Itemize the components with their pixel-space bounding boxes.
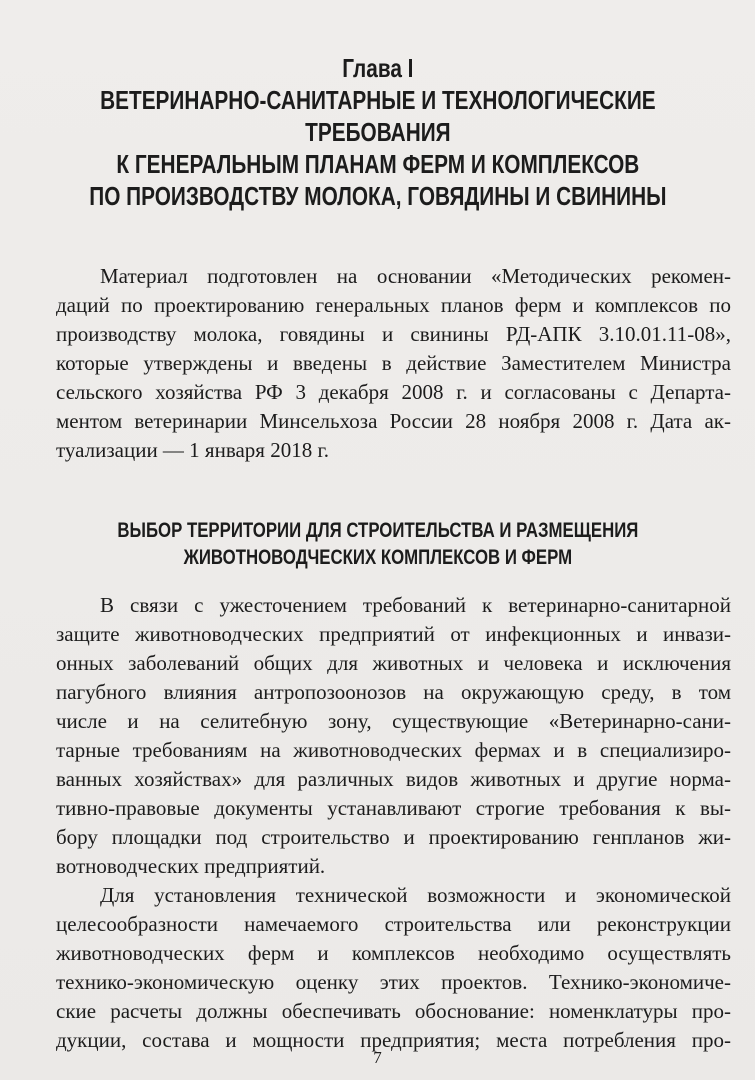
body-line: тарные требованиям на животноводческих фермах и в специализиро- <box>56 738 731 762</box>
section-title-line: ЖИВОТНОВОДЧЕСКИХ КОМПЛЕКСОВ И ФЕРМ <box>183 546 572 569</box>
chapter-title-line: ТРЕБОВАНИЯ <box>304 117 451 147</box>
chapter-title-line: ВЕТЕРИНАРНО-САНИТАРНЫЕ И ТЕХНОЛОГИЧЕСКИЕ <box>99 85 656 115</box>
section-heading <box>12 517 743 571</box>
body-line: защите животноводческих предприятий от инфекционных и инвази- <box>56 622 731 646</box>
body-line: вотноводческих предприятий. <box>56 854 326 878</box>
body-line: ванных хозяйствах» для различных видов животных и другие норма- <box>56 767 731 791</box>
body-line: В связи с ужесточением требований к ветеринарно-санитарной <box>100 593 731 617</box>
intro-line: производству молока, говядины и свинины РД-АПК 3.10.01.11-08», <box>56 322 731 346</box>
section-paragraph-2 <box>12 881 743 1055</box>
body-line: пагубного влияния антропозоонозов на окружающую среду, в том <box>56 680 731 704</box>
chapter-heading <box>12 52 743 212</box>
body-line: целесообразности намечаемого строительства или реконструкции <box>56 912 731 936</box>
body-line: онных заболеваний общих для животных и человека и исключения <box>56 651 731 675</box>
body-line: тивно-правовые документы устанавливают строгие требования к вы- <box>56 796 731 820</box>
body-line: бору площадки под строительство и проектированию генпланов жи- <box>56 825 731 849</box>
chapter-number: Глава I <box>341 53 414 83</box>
body-line: дукции, состава и мощности предприятия; места потребления про- <box>56 1028 731 1052</box>
section-paragraph-1 <box>12 591 743 881</box>
intro-line: ментом ветеринарии Минсельхоза России 28 ноября 2008 г. Дата ак- <box>56 409 731 433</box>
page-number: 7 <box>373 1048 382 1067</box>
intro-line: Материал подготовлен на основании «Методических рекомен- <box>100 264 731 288</box>
chapter-title-line: К ГЕНЕРАЛЬНЫМ ПЛАНАМ ФЕРМ И КОМПЛЕКСОВ <box>116 149 639 179</box>
intro-paragraph <box>12 262 743 465</box>
body-line: технико-экономическую оценку этих проектов. Технико-экономиче- <box>56 970 731 994</box>
intro-line: туализации — 1 января 2018 г. <box>56 438 329 462</box>
chapter-title-line: ПО ПРОИЗВОДСТВУ МОЛОКА, ГОВЯДИНЫ И СВИНИНЫ <box>88 181 667 211</box>
body-line: Для установления технической возможности и экономической <box>100 883 731 907</box>
intro-line: которые утверждены и введены в действие Заместителем Министра <box>56 351 731 375</box>
body-line: числе и на селитебную зону, существующие «Ветеринарно-сани- <box>56 709 731 733</box>
body-line: животноводческих ферм и комплексов необходимо осуществлять <box>56 941 731 965</box>
body-line: ские расчеты должны обеспечивать обоснование: номенклатуры про- <box>56 999 731 1023</box>
intro-line: сельского хозяйства РФ 3 декабря 2008 г. и согласованы с Департа- <box>56 380 731 404</box>
intro-line: даций по проектированию генеральных планов ферм и комплексов по <box>56 293 731 317</box>
section-title-line: ВЫБОР ТЕРРИТОРИИ ДЛЯ СТРОИТЕЛЬСТВА И РАЗМЕЩЕНИЯ <box>116 519 639 542</box>
